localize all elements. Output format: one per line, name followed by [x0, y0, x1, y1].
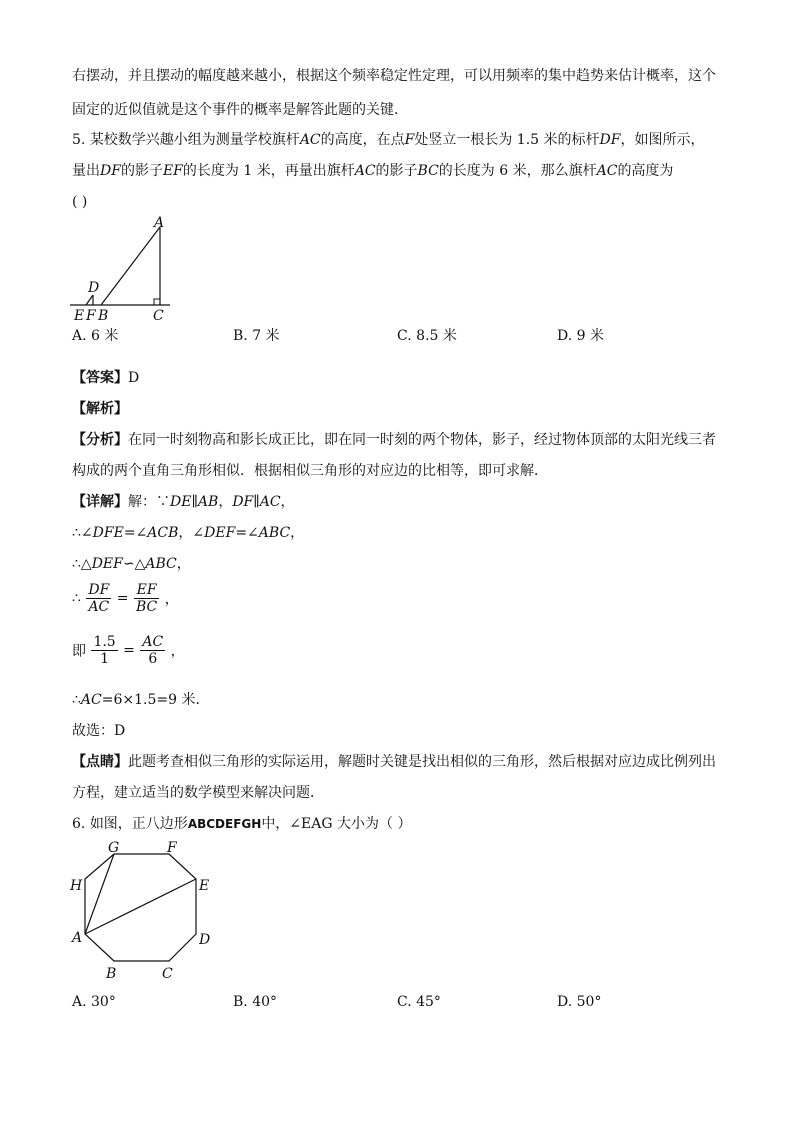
xiangjie-step-2	[72, 523, 304, 543]
step-text: ∽△	[122, 556, 146, 572]
step-text: =∠	[123, 525, 148, 541]
fenxi-text: 在同一时刻物高和影长成正比，即在同一时刻的两个物体，影子，经过物体顶部的太阳光线三者	[128, 432, 716, 448]
octagon-name: ABCDEFGH	[187, 817, 262, 831]
q5-text: 量出	[72, 163, 100, 179]
label-e: E	[199, 878, 210, 894]
q6-option-b[interactable]: B. 40°	[233, 994, 278, 1010]
q5-answer-paren: ( )	[72, 194, 88, 210]
label-a: A	[154, 215, 165, 231]
fraction-denominator: 6	[148, 651, 158, 667]
choose-line: 故选：D	[72, 723, 126, 739]
step-var: DEF	[204, 525, 236, 541]
answer-tag: 【答案】	[72, 370, 128, 386]
var-ac: AC	[354, 163, 376, 179]
fraction-denominator: AC	[88, 599, 110, 615]
step-text: ∴	[72, 692, 81, 708]
step-text: ，	[280, 494, 295, 510]
step-var: DE∥AB	[170, 494, 219, 510]
dianjing-line-1	[72, 752, 716, 772]
xiangjie-step-3	[72, 554, 191, 574]
answer-value: D	[128, 370, 140, 386]
q5-text: 处竖立一根长为 1.5 米的标杆	[414, 132, 600, 148]
step-text: ∴∠	[72, 525, 93, 541]
q5-option-c[interactable]: C. 8.5 米	[397, 328, 457, 344]
q5-text: ，如图所示，	[620, 132, 705, 148]
step-var: DFE	[92, 525, 124, 541]
q6-number: 6.	[72, 816, 86, 832]
intro-line-1: 右摆动，并且摆动的幅度越来越小，根据这个频率稳定性定理，可以用频率的集中趋势来估计概率，这个	[72, 68, 716, 84]
var-ac: AC	[596, 163, 618, 179]
segment-de	[86, 295, 93, 305]
step-var: DF∥AC	[232, 494, 281, 510]
q6-line	[72, 814, 411, 834]
step-text: ，	[290, 525, 305, 541]
fenxi-tag: 【分析】	[72, 432, 128, 448]
q5-text: 的影子	[120, 163, 163, 179]
q5-option-b[interactable]: B. 7 米	[233, 328, 280, 344]
equals-sign: =	[116, 590, 129, 607]
equals-sign: =	[123, 642, 135, 659]
step-text: ，	[218, 494, 233, 510]
step-var: ACB	[147, 525, 179, 541]
step-text: ，	[170, 643, 185, 660]
dianjing-line-2: 方程，建立适当的数学模型来解决问题．	[72, 785, 324, 801]
q6-text: 如图，正八边形	[89, 816, 188, 832]
label-d: D	[199, 932, 211, 948]
q5-text: 的高度为	[617, 163, 674, 179]
fraction-1.5-1	[91, 634, 117, 667]
step-text: =6×1.5=9 米．	[101, 692, 210, 708]
q5-text: 的长度为 1 米，再量出旗杆	[182, 163, 355, 179]
fraction-ef-bc	[134, 582, 159, 615]
dianjing-text: 此题考查相似三角形的实际运用，解题时关键是找出相似的三角形，然后根据对应边成比例列出	[128, 754, 716, 770]
label-h: H	[70, 878, 83, 894]
var-df: DF	[100, 163, 121, 179]
intro-line-2: 固定的近似值就是这个事件的概率是解答此题的关键．	[72, 102, 408, 118]
fraction-df-ac	[86, 582, 111, 615]
label-c: C	[153, 308, 164, 324]
segment-ab	[101, 227, 160, 305]
q5-line-1	[72, 130, 704, 150]
fraction-denominator: BC	[135, 599, 158, 615]
step-text: ∴	[72, 590, 81, 607]
step-text: 即	[72, 643, 86, 660]
fenxi-line-1	[72, 430, 716, 450]
fraction-numerator: 1.5	[93, 634, 116, 650]
q5-text: 的影子	[375, 163, 418, 179]
fraction-denominator: 1	[100, 651, 110, 667]
step-text: =∠	[235, 525, 259, 541]
fraction-numerator: DF	[88, 582, 110, 598]
q6-option-a[interactable]: A. 30°	[72, 994, 116, 1010]
step-var: ABC	[145, 556, 177, 572]
step-text: 解：∵	[128, 494, 170, 510]
q5-number: 5.	[72, 132, 86, 148]
label-b: B	[106, 966, 117, 982]
xiangjie-step-4	[72, 582, 179, 615]
label-e: E	[74, 308, 85, 324]
q6-option-d[interactable]: D. 50°	[557, 994, 602, 1010]
xiangjie-tag: 【详解】	[72, 494, 128, 510]
fraction-ac-6	[140, 634, 165, 667]
analysis-tag: 【解析】	[72, 401, 128, 417]
step-text: ∴△	[72, 556, 92, 572]
fraction-numerator: AC	[142, 634, 164, 650]
q5-text: 的长度为 6 米，那么旗杆	[438, 163, 597, 179]
q5-line-2	[72, 161, 673, 181]
dianjing-tag: 【点睛】	[72, 754, 128, 770]
label-g: G	[108, 840, 120, 856]
step-var: AC	[80, 692, 102, 708]
label-f: F	[86, 308, 96, 324]
q5-option-a[interactable]: A. 6 米	[72, 328, 119, 344]
var-ac: AC	[299, 132, 321, 148]
step-text: ，	[164, 591, 179, 608]
var-bc: BC	[417, 163, 439, 179]
var-df: DF	[599, 132, 621, 148]
var-f: F	[404, 132, 415, 148]
xiangjie-step-6	[72, 690, 209, 710]
q5-option-d[interactable]: D. 9 米	[557, 328, 604, 344]
label-a: A	[72, 930, 83, 946]
q5-figure	[66, 212, 176, 324]
step-text: ，	[176, 556, 191, 572]
var-ef: EF	[162, 163, 183, 179]
answer-line	[72, 368, 139, 388]
q6-option-c[interactable]: C. 45°	[397, 994, 441, 1010]
step-var: DEF	[91, 556, 123, 572]
label-d: D	[88, 280, 100, 296]
octagon	[85, 854, 196, 961]
fraction-numerator: EF	[134, 582, 159, 599]
q6-text: 中，∠EAG 大小为（ ）	[261, 816, 412, 832]
q5-text: 某校数学兴趣小组为测量学校旗杆	[89, 132, 300, 148]
q5-text: 的高度，在点	[320, 132, 405, 148]
right-angle-mark	[154, 299, 160, 305]
label-f: F	[167, 840, 177, 856]
step-var: ABC	[258, 525, 291, 541]
label-b: B	[98, 308, 109, 324]
q6-figure	[64, 836, 224, 986]
fenxi-line-2: 构成的两个直角三角形相似．根据相似三角形的对应边的比相等，即可求解．	[72, 463, 548, 479]
xiangjie-step-1	[72, 492, 295, 512]
step-text: ，∠	[178, 525, 205, 541]
label-c: C	[162, 966, 173, 982]
xiangjie-step-5	[72, 634, 185, 667]
